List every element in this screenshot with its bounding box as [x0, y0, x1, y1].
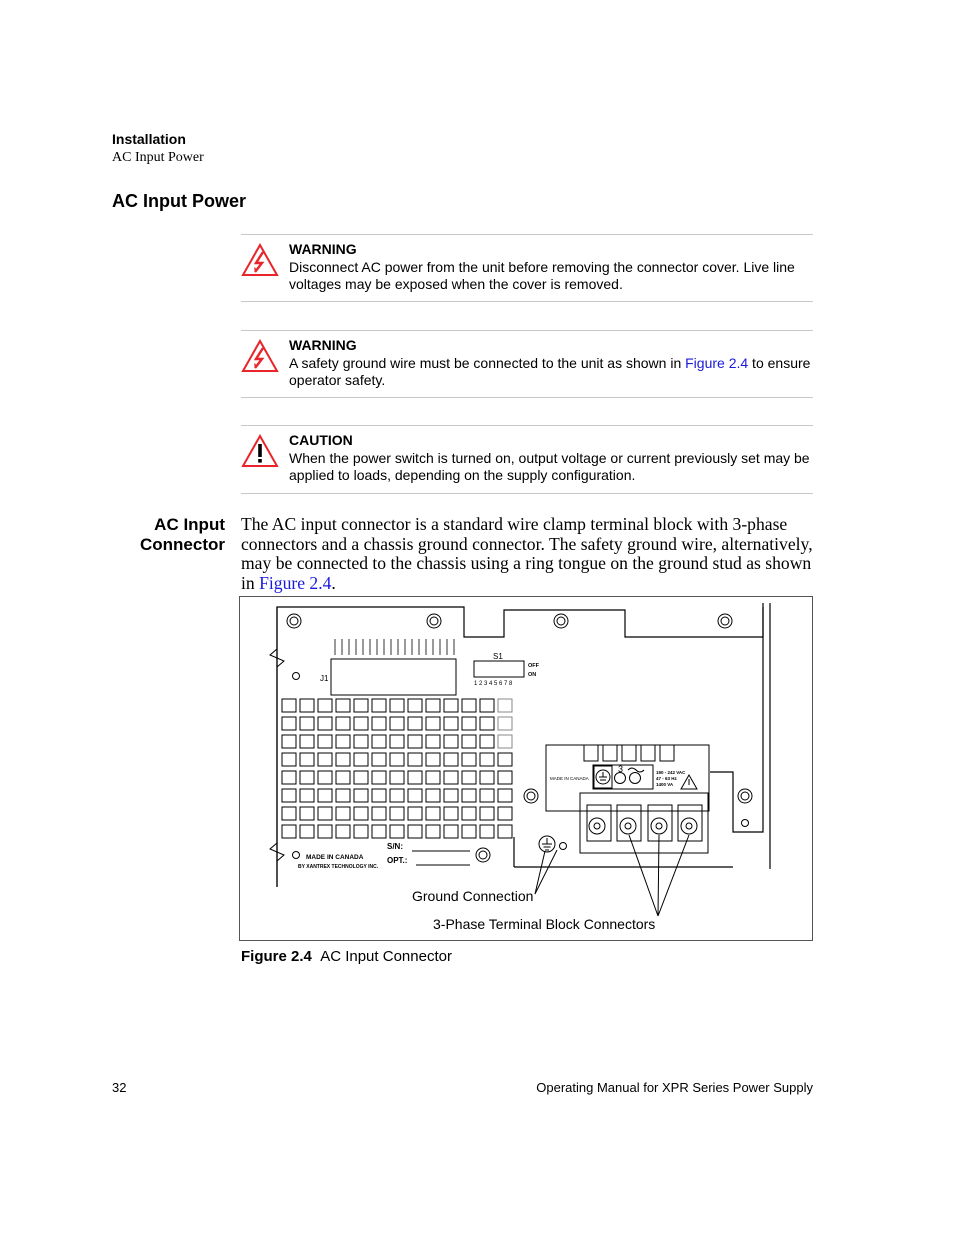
notice-title: CAUTION: [289, 432, 353, 448]
vent-hole: [444, 807, 458, 820]
j1-pin-labels: [335, 639, 454, 655]
vent-hole: [426, 789, 440, 802]
switch-numbers: 1 2 3 4 5 6 7 8: [474, 681, 513, 687]
on-label: ON: [528, 672, 537, 678]
exclamation-triangle-icon: [241, 434, 279, 468]
notice-title: WARNING: [289, 337, 357, 353]
vent-hole: [282, 753, 296, 766]
vent-hole: [354, 807, 368, 820]
vent-hole: [300, 807, 314, 820]
vent-hole: [372, 753, 386, 766]
vent-hole: [282, 807, 296, 820]
vent-hole: [444, 717, 458, 730]
vent-hole: [336, 699, 350, 712]
vent-hole: [354, 699, 368, 712]
vent-hole: [390, 717, 404, 730]
vent-hole: [444, 735, 458, 748]
vent-hole: [372, 735, 386, 748]
vent-hole: [426, 771, 440, 784]
vent-hole: [480, 717, 494, 730]
vent-hole: [336, 717, 350, 730]
vent-hole: [390, 807, 404, 820]
vent-hole: [372, 825, 386, 838]
vent-hole: [282, 717, 296, 730]
footer-title: Operating Manual for XPR Series Power Supply: [536, 1080, 813, 1095]
vent-hole: [408, 789, 422, 802]
page-number: 32: [112, 1080, 127, 1095]
vent-grid: [282, 699, 512, 838]
vent-hole: [462, 825, 476, 838]
notice-text: When the power switch is turned on, output voltage or current previously set may be applied to loads, depending on the supply configuration.: [289, 450, 810, 483]
vent-hole: [390, 699, 404, 712]
vent-hole: [300, 717, 314, 730]
block-made-in-canada: MADE IN CANADA: [550, 776, 589, 781]
vent-hole: [372, 771, 386, 784]
vent-hole: [426, 753, 440, 766]
vent-hole: [444, 753, 458, 766]
vent-hole: [300, 753, 314, 766]
vent-hole: [480, 807, 494, 820]
vent-hole: [462, 717, 476, 730]
ac-input-connector-drawing: [240, 597, 812, 940]
phase-label: 3: [618, 764, 624, 774]
section-heading: AC Input Power: [112, 191, 246, 211]
notice-text: A safety ground wire must be connected to the unit as shown in Figure 2.4 to ensure operator safety.: [289, 355, 811, 388]
vent-hole: [408, 771, 422, 784]
rating-frequency: 47 - 63 Hz: [656, 776, 677, 781]
vent-hole: [426, 825, 440, 838]
vent-hole: [390, 735, 404, 748]
vent-hole: [480, 825, 494, 838]
vent-hole: [498, 807, 512, 820]
vent-hole: [408, 753, 422, 766]
vent-hole: [498, 825, 512, 838]
vent-hole: [336, 789, 350, 802]
vent-hole: [318, 771, 332, 784]
caution-notice: [241, 425, 813, 494]
running-header-section: Installation: [112, 131, 186, 147]
vent-hole: [390, 825, 404, 838]
vent-hole: [444, 789, 458, 802]
figure-link[interactable]: Figure 2.4: [685, 355, 749, 371]
vent-hole: [480, 735, 494, 748]
vent-hole: [282, 771, 296, 784]
vent-hole: [318, 825, 332, 838]
vent-hole: [318, 699, 332, 712]
vent-hole: [336, 771, 350, 784]
vent-hole: [480, 753, 494, 766]
vent-hole: [462, 735, 476, 748]
serial-number-label: S/N:: [387, 842, 403, 851]
vent-hole: [480, 789, 494, 802]
s1-label: S1: [493, 652, 503, 661]
vent-hole: [480, 771, 494, 784]
vent-hole: [354, 717, 368, 730]
running-header-subsection: AC Input Power: [112, 150, 204, 165]
manufacturer-label: BY XANTREX TECHNOLOGY INC.: [298, 864, 379, 870]
vent-hole: [480, 699, 494, 712]
ground-stud: [539, 836, 555, 852]
vent-hole: [354, 825, 368, 838]
vent-hole: [444, 771, 458, 784]
rating-power: 1400 VA: [656, 782, 674, 787]
vent-hole: [318, 789, 332, 802]
vent-hole: [354, 735, 368, 748]
electrical-hazard-icon: [241, 243, 279, 277]
vent-hole: [336, 753, 350, 766]
vent-hole: [426, 699, 440, 712]
ground-connection-label: Ground Connection: [412, 888, 534, 904]
side-heading: AC Input Connector: [140, 515, 225, 554]
vent-hole: [354, 789, 368, 802]
warning-notice-2: [241, 330, 813, 398]
notice-text: Disconnect AC power from the unit before removing the connector cover. Live line voltages may be exposed when the cover is removed.: [289, 259, 795, 292]
made-in-canada-label: MADE IN CANADA: [306, 854, 364, 861]
vent-hole: [462, 789, 476, 802]
vent-hole: [372, 807, 386, 820]
vent-hole: [282, 825, 296, 838]
vent-hole: [336, 735, 350, 748]
vent-hole: [444, 699, 458, 712]
vent-hole: [408, 735, 422, 748]
vent-hole: [372, 699, 386, 712]
vent-hole: [498, 717, 512, 730]
j1-label: J1: [320, 674, 329, 683]
vent-hole: [318, 753, 332, 766]
vent-hole: [336, 807, 350, 820]
vent-hole: [354, 753, 368, 766]
vent-hole: [300, 825, 314, 838]
vent-hole: [390, 753, 404, 766]
option-label: OPT.:: [387, 856, 408, 865]
vent-hole: [498, 753, 512, 766]
electrical-hazard-icon: [241, 339, 279, 373]
vent-hole: [318, 717, 332, 730]
vent-hole: [498, 771, 512, 784]
vent-hole: [300, 699, 314, 712]
vent-hole: [462, 753, 476, 766]
vent-hole: [408, 717, 422, 730]
rating-voltage: 190 - 242 VAC: [656, 770, 686, 775]
vent-hole: [336, 825, 350, 838]
vent-hole: [390, 771, 404, 784]
vent-hole: [282, 735, 296, 748]
vent-hole: [372, 789, 386, 802]
vent-hole: [300, 771, 314, 784]
vent-hole: [426, 717, 440, 730]
vent-hole: [426, 807, 440, 820]
off-label: OFF: [528, 663, 539, 669]
vent-hole: [354, 771, 368, 784]
vent-hole: [300, 735, 314, 748]
vent-hole: [372, 717, 386, 730]
figure-frame: [239, 596, 813, 941]
vent-hole: [300, 789, 314, 802]
vent-hole: [462, 699, 476, 712]
vent-hole: [318, 735, 332, 748]
vent-hole: [498, 789, 512, 802]
figure-caption: Figure 2.4 AC Input Connector: [241, 948, 452, 965]
vent-hole: [408, 699, 422, 712]
vent-hole: [318, 807, 332, 820]
terminal-block-label: 3-Phase Terminal Block Connectors: [433, 916, 656, 932]
vent-hole: [426, 735, 440, 748]
vent-hole: [282, 789, 296, 802]
vent-hole: [498, 699, 512, 712]
vent-hole: [498, 735, 512, 748]
leader-lines: [535, 835, 689, 916]
notice-title: WARNING: [289, 241, 357, 257]
j1-connector: [331, 659, 456, 695]
vent-hole: [444, 825, 458, 838]
vent-hole: [390, 789, 404, 802]
vent-hole: [462, 771, 476, 784]
warning-notice-1: [241, 234, 813, 302]
vent-hole: [282, 699, 296, 712]
figure-link[interactable]: Figure 2.4: [259, 572, 332, 593]
terminal-block: [546, 745, 709, 853]
vent-hole: [408, 825, 422, 838]
s1-switch: [474, 661, 524, 677]
vent-hole: [462, 807, 476, 820]
vent-hole: [408, 807, 422, 820]
body-paragraph: The AC input connector is a standard wire clamp terminal block with 3-phase connectors and a chassis ground connector. The safety ground wire, alternatively, may be connected to the chassis using a ring tongue on the ground stud as shown in Figure 2.4.: [241, 514, 813, 593]
